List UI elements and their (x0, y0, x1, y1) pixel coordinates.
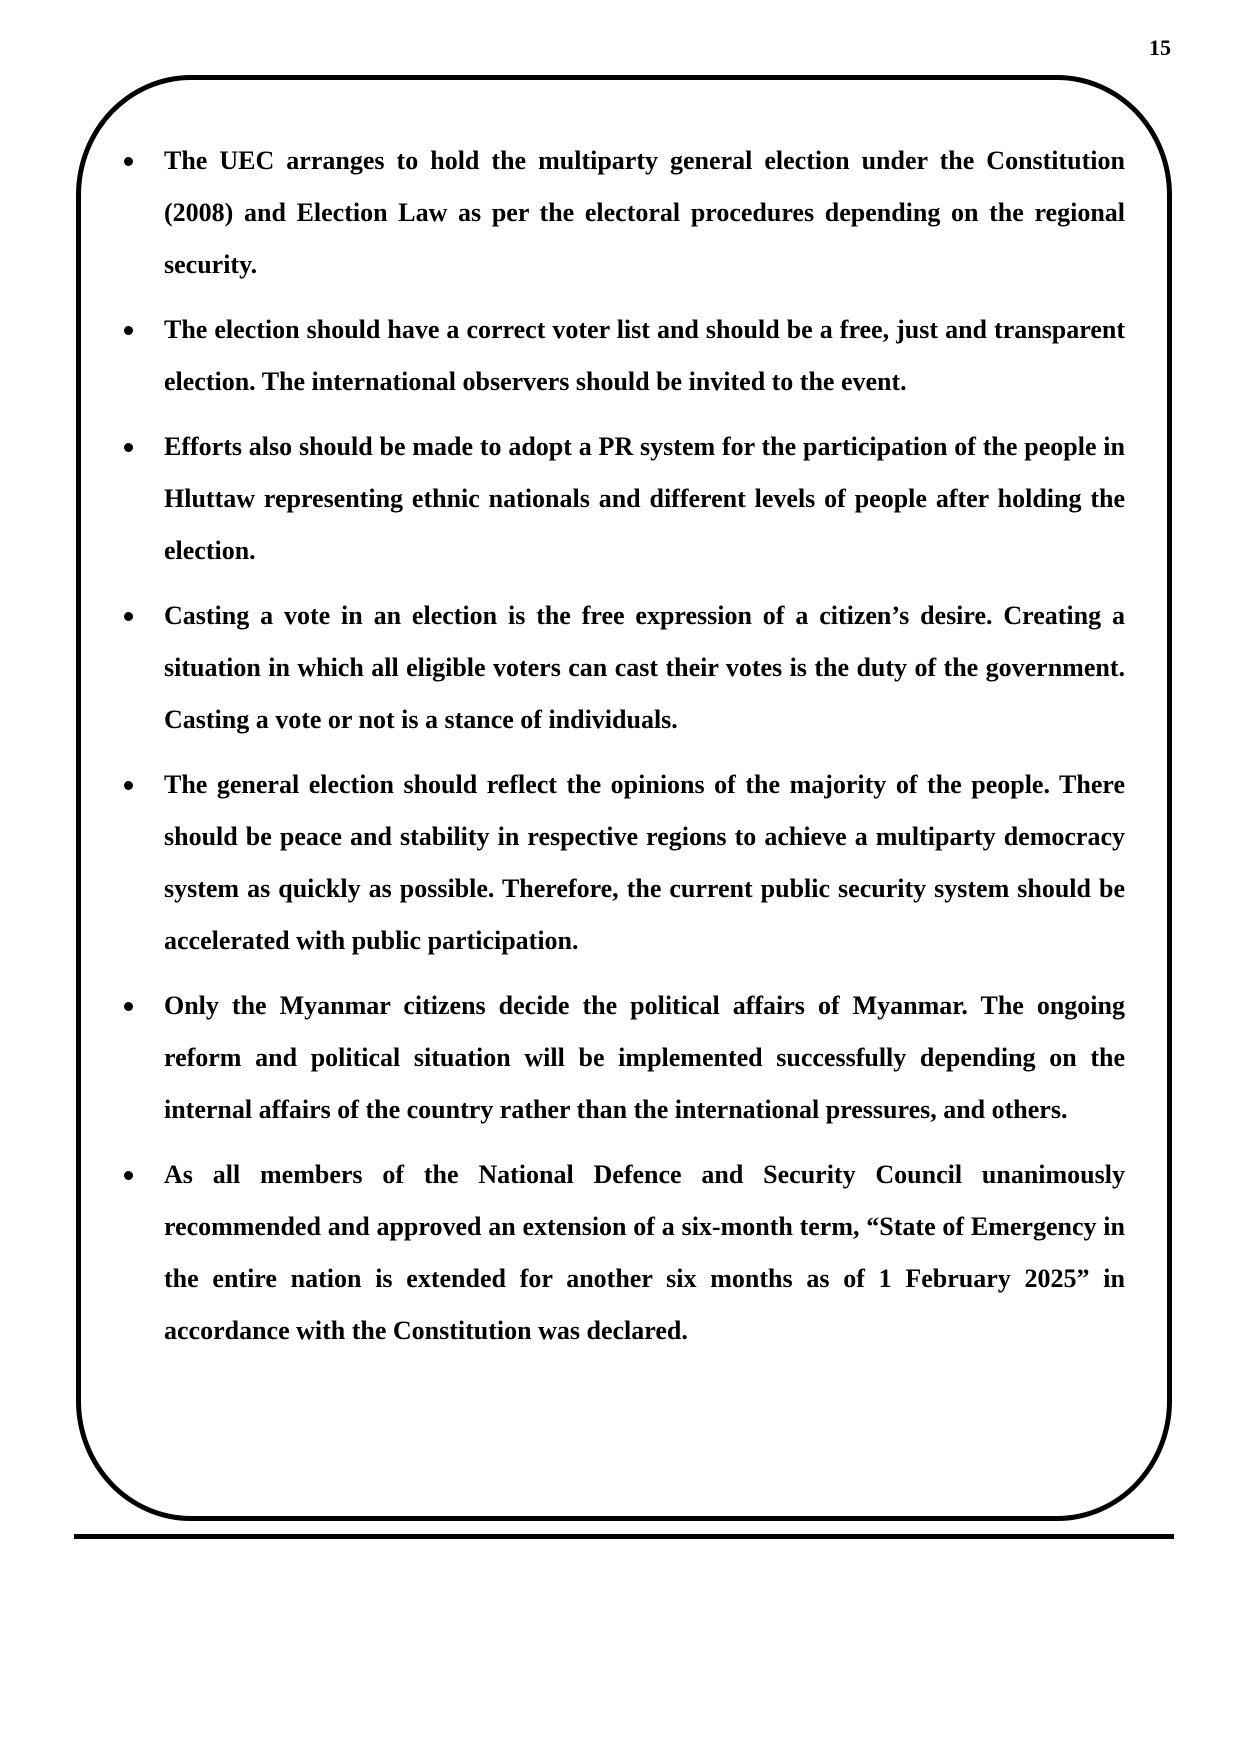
list-item (120, 421, 1125, 577)
list-item-text: Only the Myanmar citizens decide the political affairs of Myanmar. The ongoing reform and political situation will be implemented successfully depending on the internal affairs of the country rather than the international pressures, and others. (164, 991, 1125, 1124)
bullet-icon (124, 1002, 133, 1011)
bullet-icon (124, 1171, 133, 1180)
bullet-icon (124, 157, 133, 166)
bullet-icon (124, 612, 133, 621)
bottom-rule-divider (74, 1534, 1174, 1539)
list-item (120, 304, 1125, 408)
list-item (120, 759, 1125, 967)
list-item-text: The general election should reflect the opinions of the majority of the people. There should be peace and stability in respective regions to achieve a multiparty democracy system as quickly as possible. Therefore, the current public security system should be accelerated with public participation. (164, 770, 1125, 955)
list-item-text: The election should have a correct voter list and should be a free, just and transparent election. The international observers should be invited to the event. (164, 315, 1125, 396)
list-item-text: The UEC arranges to hold the multiparty general election under the Constitution (2008) and Election Law as per the electoral procedures depending on the regional security. (164, 146, 1125, 279)
list-item-text: As all members of the National Defence and Security Council unanimously recommended and approved an extension of a six-month term, “State of Emergency in the entire nation is extended for another six months as of 1 February 2025” in accordance with the Constitution was declared. (164, 1160, 1125, 1345)
bullet-icon (124, 443, 133, 452)
page-number: 15 (1149, 35, 1171, 60)
bullet-icon (124, 326, 133, 335)
list-item-text: Casting a vote in an election is the free expression of a citizen’s desire. Creating a situation in which all eligible voters can cast their votes is the duty of the government. Casting a vote or not is a stance of individuals. (164, 601, 1125, 734)
list-item (120, 980, 1125, 1136)
bullet-icon (124, 781, 133, 790)
list-item (120, 135, 1125, 291)
list-item-text: Efforts also should be made to adopt a PR system for the participation of the people in Hluttaw representing ethnic nationals and different levels of people after holding the election. (164, 432, 1125, 565)
list-item (120, 1149, 1125, 1357)
list-item (120, 590, 1125, 746)
bullet-list (120, 135, 1125, 1370)
